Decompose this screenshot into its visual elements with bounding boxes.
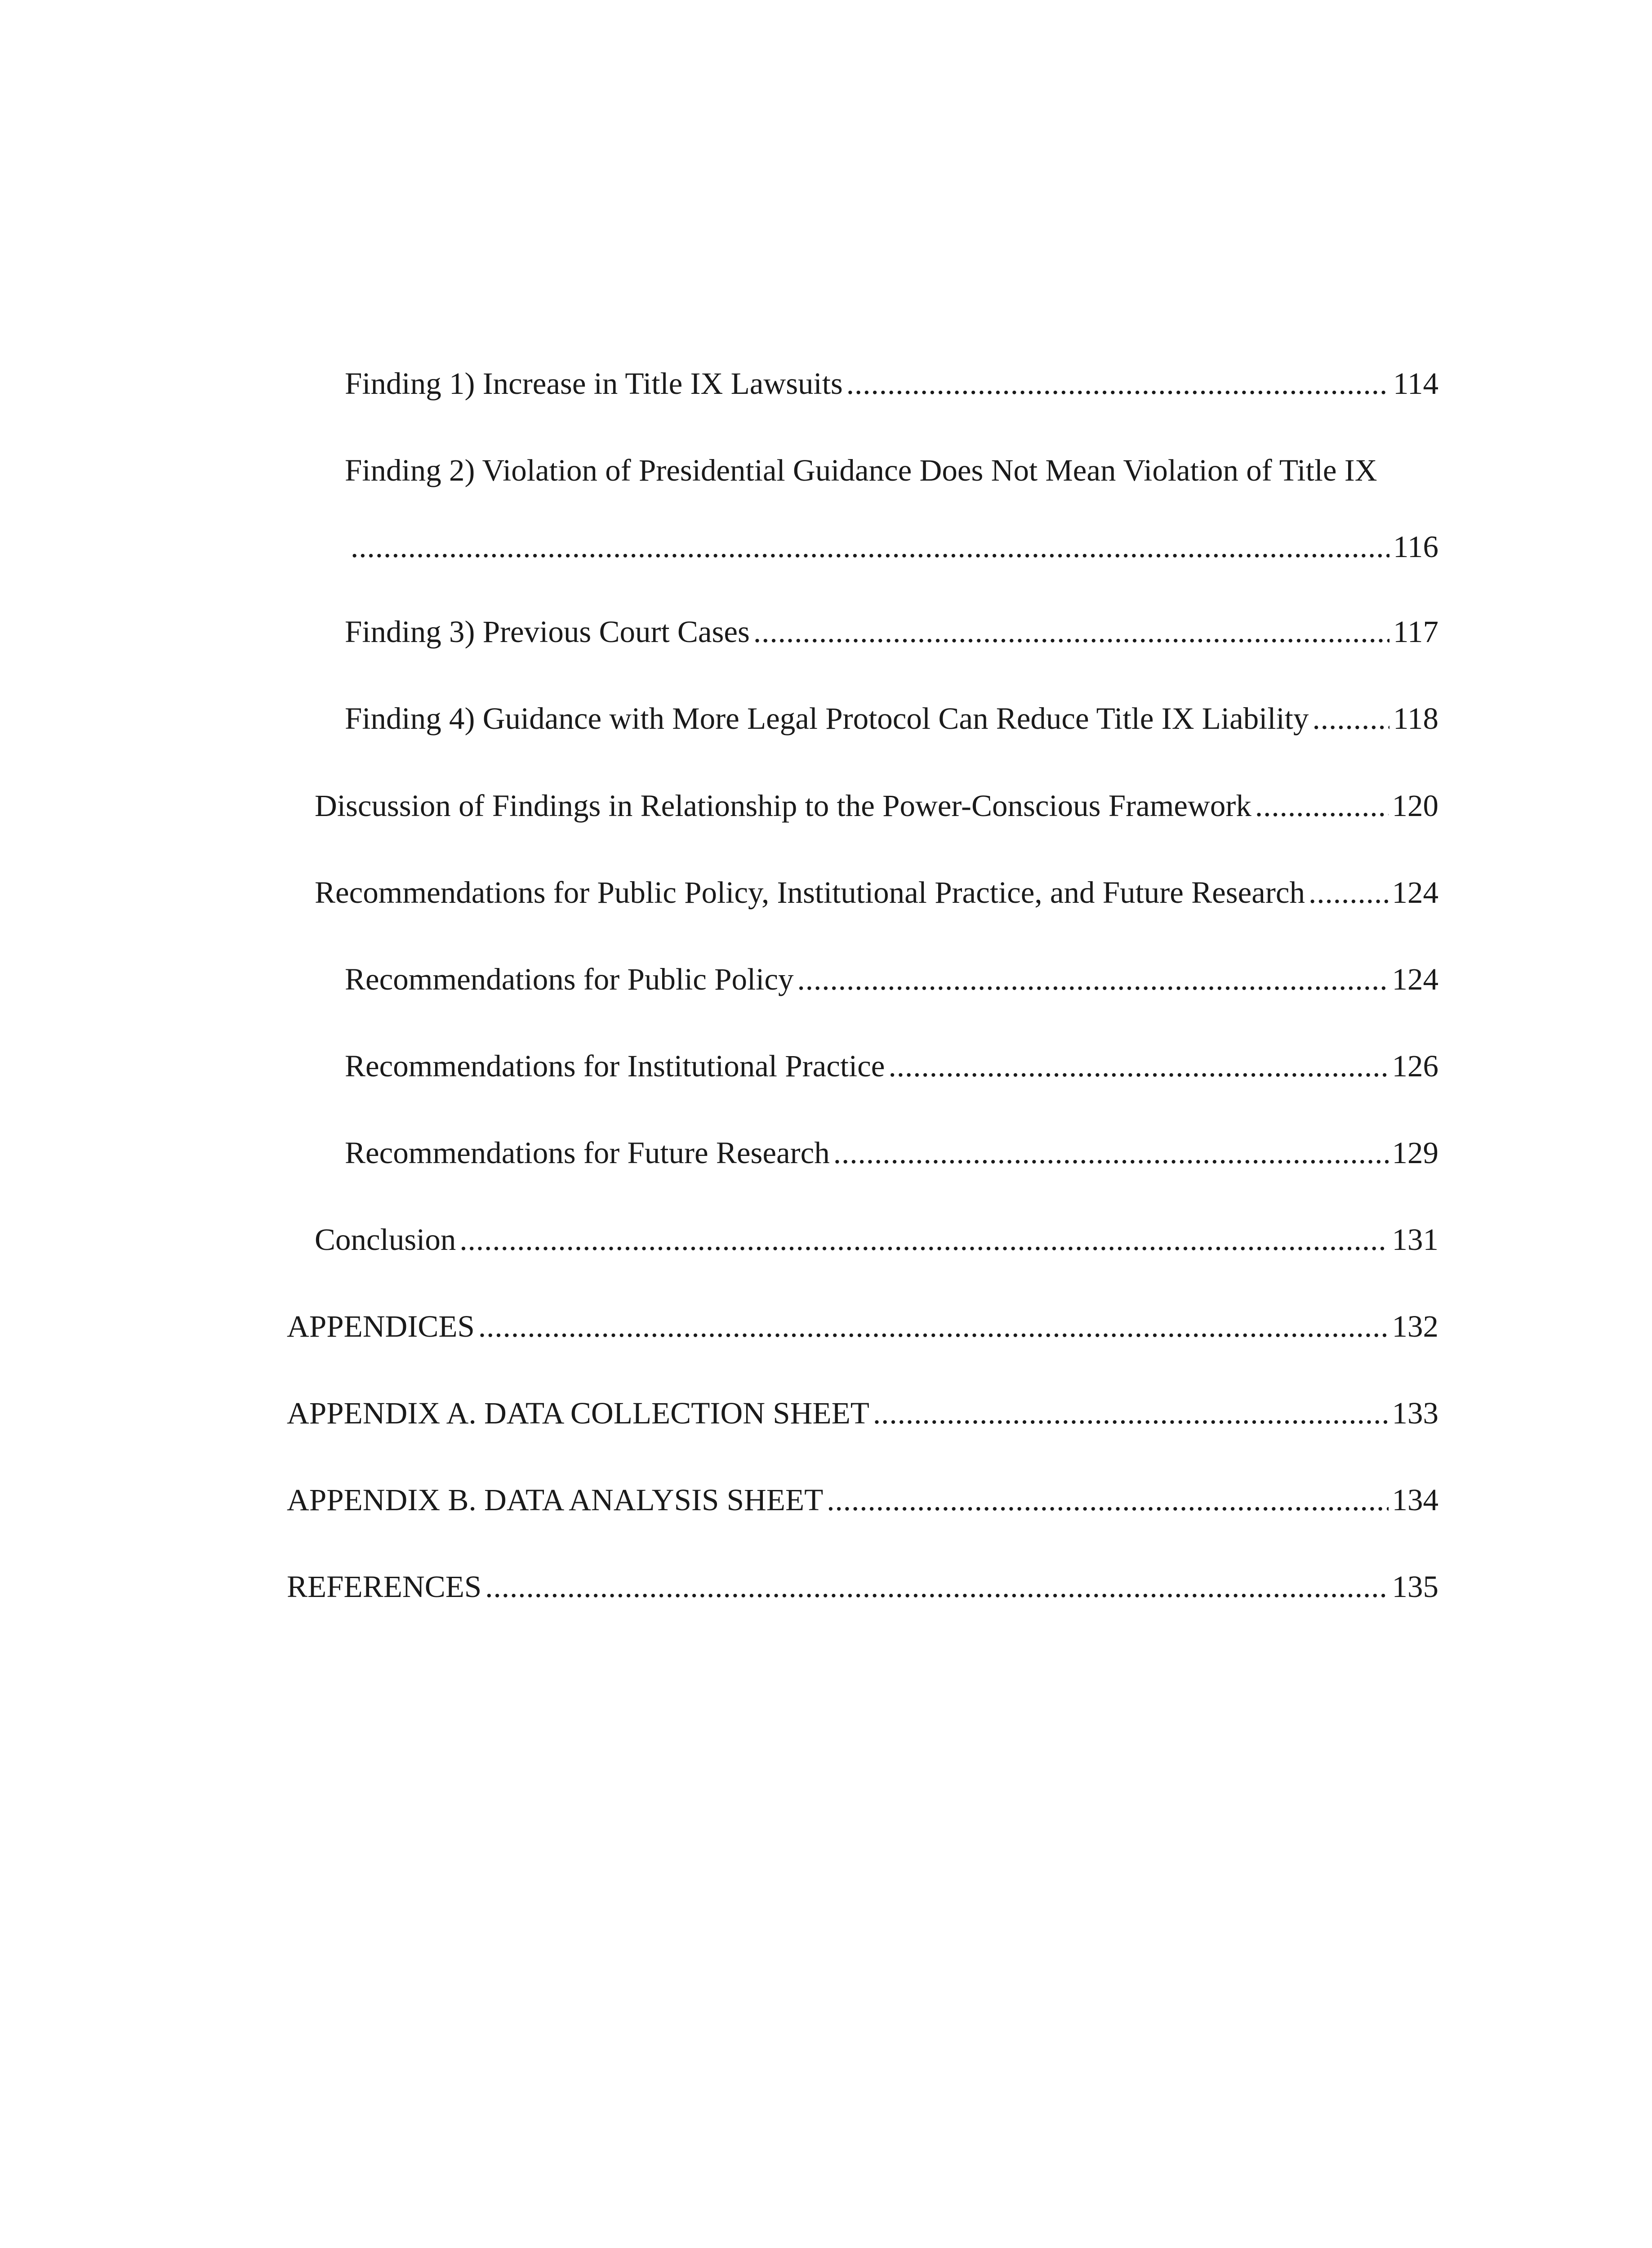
toc-entry-title: Recommendations for Future Research — [345, 1136, 830, 1170]
toc-page-number: 132 — [1392, 1309, 1438, 1343]
toc-entry-finding-2-title[interactable]: Finding 2) Violation of Presidential Guidance Does Not Mean Violation of Title IX — [345, 453, 1377, 487]
toc-entry-title: Finding 4) Guidance with More Legal Protocol Can Reduce Title IX Liability — [345, 701, 1309, 736]
toc-page-number: 117 — [1393, 615, 1438, 649]
toc-entry-title: REFERENCES — [287, 1570, 482, 1604]
toc-dot-leader — [873, 1395, 1389, 1432]
toc-entry-finding-2-leader-line[interactable] — [351, 528, 1438, 565]
toc-page-number: 126 — [1392, 1049, 1438, 1083]
toc-dot-leader — [827, 1481, 1388, 1518]
toc-page-number: 116 — [1393, 530, 1438, 564]
toc-dot-leader — [1312, 700, 1389, 737]
toc-entry-title: APPENDICES — [287, 1309, 475, 1343]
toc-dot-leader — [351, 528, 1389, 565]
toc-entry-appendix-b[interactable] — [287, 1481, 1438, 1518]
toc-dot-leader — [1255, 787, 1389, 824]
toc-dot-leader — [459, 1221, 1388, 1258]
toc-page-number: 133 — [1392, 1396, 1438, 1430]
toc-page-number: 129 — [1392, 1136, 1438, 1170]
toc-entry-recommendations-public-policy[interactable] — [345, 961, 1438, 998]
toc-entry-title: Discussion of Findings in Relationship to the Power-Conscious Framework — [315, 789, 1251, 823]
toc-page-number: 114 — [1393, 366, 1438, 401]
toc-entry-finding-1[interactable] — [345, 365, 1438, 402]
toc-entry-recommendations-future-research[interactable] — [345, 1134, 1438, 1171]
toc-dot-leader — [753, 613, 1389, 650]
toc-dot-leader — [478, 1308, 1389, 1345]
toc-dot-leader — [797, 961, 1388, 998]
toc-page-number: 124 — [1392, 962, 1438, 996]
toc-dot-leader — [1309, 874, 1388, 911]
toc-page-number: 134 — [1392, 1483, 1438, 1517]
toc-dot-leader — [833, 1134, 1389, 1171]
toc-entry-title: Recommendations for Public Policy, Institutional Practice, and Future Research — [315, 875, 1305, 910]
toc-entry-title: APPENDIX A. DATA COLLECTION SHEET — [287, 1396, 869, 1430]
toc-entry-title: Recommendations for Public Policy — [345, 962, 794, 996]
toc-dot-leader — [888, 1048, 1388, 1084]
toc-entry-appendix-a[interactable] — [287, 1395, 1438, 1432]
toc-page-number: 131 — [1392, 1222, 1438, 1257]
toc-entry-finding-4[interactable] — [345, 700, 1438, 737]
toc-dot-leader — [846, 365, 1389, 402]
toc-entry-title: Recommendations for Institutional Practice — [345, 1049, 885, 1083]
toc-entry-title: APPENDIX B. DATA ANALYSIS SHEET — [287, 1483, 824, 1517]
toc-entry-appendices[interactable] — [287, 1308, 1438, 1345]
toc-entry-discussion-of-findings[interactable] — [315, 787, 1438, 824]
toc-page-number: 120 — [1392, 789, 1438, 823]
toc-entry-finding-3[interactable] — [345, 613, 1438, 650]
toc-page-number: 124 — [1392, 875, 1438, 910]
toc-entry-title: Finding 1) Increase in Title IX Lawsuits — [345, 366, 843, 401]
toc-page-number: 135 — [1392, 1570, 1438, 1604]
toc-entry-recommendations-institutional-practice[interactable] — [345, 1048, 1438, 1084]
toc-page-number: 118 — [1393, 701, 1438, 736]
toc-entry-conclusion[interactable] — [315, 1221, 1438, 1258]
toc-entry-references[interactable] — [287, 1568, 1438, 1605]
toc-entry-recommendations[interactable] — [315, 874, 1438, 911]
toc-entry-title: Conclusion — [315, 1222, 456, 1257]
toc-dot-leader — [485, 1568, 1388, 1605]
toc-entry-title: Finding 3) Previous Court Cases — [345, 615, 750, 649]
